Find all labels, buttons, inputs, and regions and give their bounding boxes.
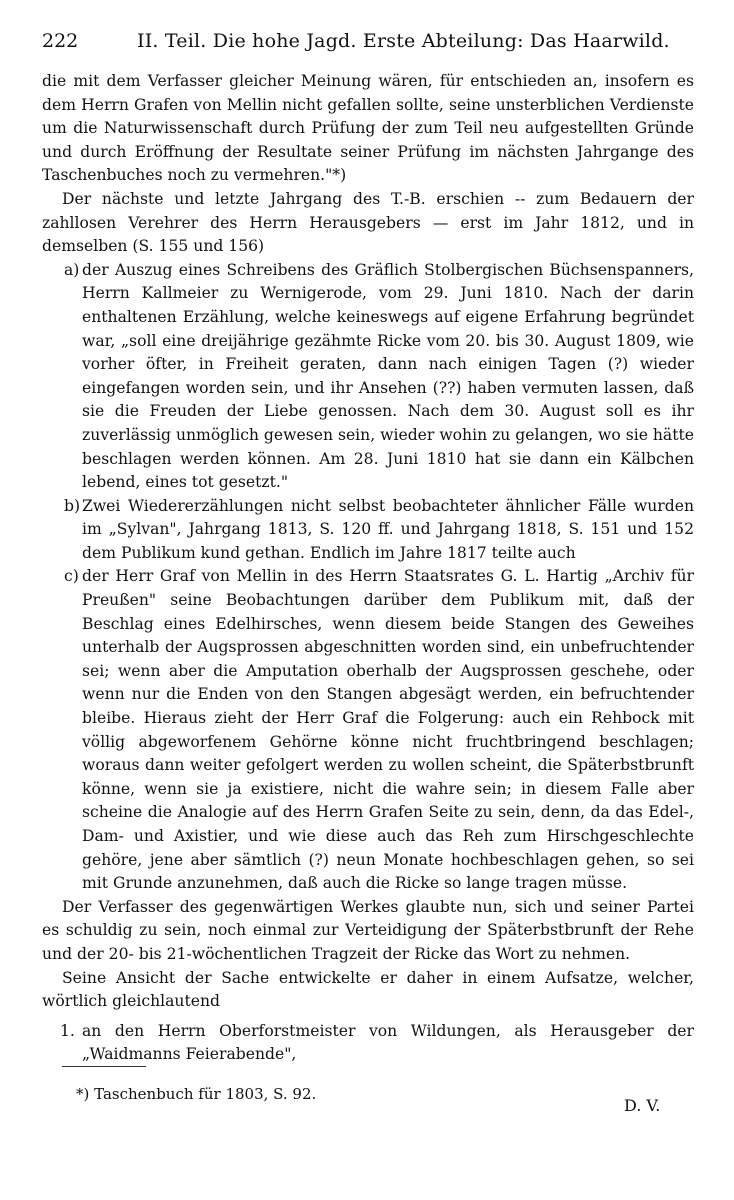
signature: D. V. [624, 1096, 661, 1115]
item-list [42, 259, 694, 896]
enumerated-text: an den Herrn Oberforstmeister von Wildungen, als Herausgeber der „Waidmanns Feierabende", [82, 1021, 694, 1064]
page-number: 222 [42, 30, 79, 52]
list-item-c [42, 565, 694, 895]
list-item-text: der Auszug eines Schreibens des Gräflich Stolbergischen Büchsenspanners, Herrn Kallmeier zu Wernigerode, vom 29. Juni 1810. Nach der darin enthaltenen Erzählung, welche keineswegs auf eigene Erfahrung begründet war, „soll eine dreijährige gezähmte Ricke vom 20. bis 30. August 1809, wie vorher öfter, in Freiheit geraten, dann nach einigen Tagen (?) wieder eingefangen worden sein, und ihr Ansehen (??) haben vermuten lassen, daß sie die Freuden der Liebe genossen. Nach dem 30. August soll es ihr zuverlässig unmöglich gewesen sein, wieder wohin zu gelangen, wo sie hätte beschlagen werden können. Am 28. Juni 1810 hat sie dann ein Kälbchen lebend, eines tot gesetzt." [82, 260, 694, 492]
list-item-text: der Herr Graf von Mellin in des Herrn Staatsrates G. L. Hartig „Archiv für Preußen" seine Beobachtungen darüber dem Publikum mit, daß der Beschlag eines Edelhirsches, wenn diesem beide Stangen des Geweihes unterhalb der Augsprossen abgeschnitten worden sind, ein unbefruchtender sei; wenn aber die Amputation oberhalb der Augsprossen geschehe, oder wenn nur die Enden von den Stangen abgesägt werden, ein befruchtender bleibe. Hieraus zieht der Herr Graf die Folgerung: auch ein Rehbock mit völlig abgeworfenem Gehörne könne nicht fruchtbringend beschlagen; woraus dann weiter gefolgert werden zu wollen scheint, die Späterbstbrunft könne, wenn sie ja existiere, nicht die wahre sein; in diesem Falle aber scheine die Analogie auf des Herrn Grafen Seite zu sein, denn, da das Edel-, Dam- und Axistier, und wie diese auch das Reh zum Hirschgeschlechte gehöre, jene aber sämtlich (?) neun Monate hochbeschlagen gehen, so sei mit Grunde anzunehmen, daß auch die Ricke so lange tragen müsse. [82, 567, 694, 893]
list-item-a [42, 259, 694, 495]
running-title: II. Teil. Die hohe Jagd. Erste Abteilung: Das Haarwild. [137, 30, 670, 52]
enumerated-item-1 [42, 1020, 694, 1067]
paragraph-3: Der Verfasser des gegenwärtigen Werkes glaubte nun, sich und seiner Partei es schuldig zu sein, noch einmal zur Verteidigung der Späterbstbrunft der Rehe und der 20- bis 21-wöchentlichen Tragzeit der Ricke das Wort zu nehmen. [42, 897, 694, 963]
paragraph-2: Der nächste und letzte Jahrgang des T.-B. erschien -- zum Bedauern der zahllosen Verehrer des Herrn Herausgebers — erst im Jahr 1812, und in demselben (S. 155 und 156) [42, 189, 694, 256]
paragraph-4: Seine Ansicht der Sache entwickelte er daher in einem Aufsatze, welcher, wörtlich gleichlautend [42, 968, 694, 1011]
footnote: *) Taschenbuch für 1803, S. 92. [76, 1085, 317, 1103]
list-item-b [42, 495, 694, 566]
enumerated-label: 1. [60, 1021, 75, 1040]
list-item-label: c) [64, 567, 79, 586]
footnote-rule [62, 1066, 146, 1067]
body-text [42, 70, 694, 1067]
list-item-label: b) [64, 496, 81, 515]
list-item-label: a) [64, 260, 80, 279]
list-item-text: Zwei Wiedererzählungen nicht selbst beobachteter ähnlicher Fälle wurden im „Sylvan", Jahrgang 1813, S. 120 ff. und Jahrgang 1818, S. 151 und 152 dem Publikum kund gethan. Endlich im Jahre 1817 teilte auch [82, 496, 694, 562]
paragraph-1: die mit dem Verfasser gleicher Meinung wären, für entschieden an, insofern es dem Herrn Grafen von Mellin nicht gefallen sollte, seine unsterblichen Verdienste um die Naturwissenschaft durch Prüfung der zum Teil neu aufgestellten Gründe und durch Eröffnung der Resultate seiner Prüfung im nächsten Jahrgange des Taschenbuches noch zu vermehren."*) [42, 72, 694, 185]
